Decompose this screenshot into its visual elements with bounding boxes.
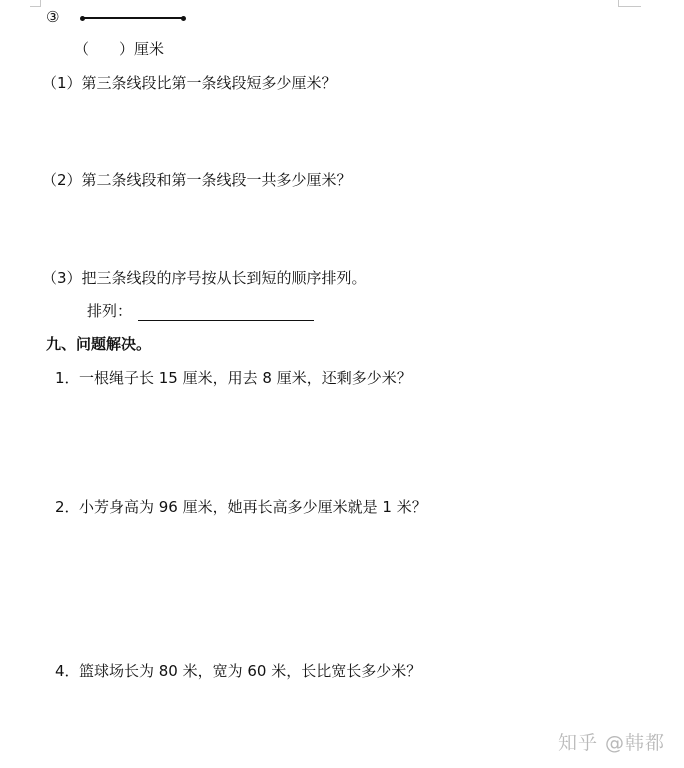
page-corner-mark-right [618, 0, 641, 7]
problem-4-number: 4． [55, 662, 80, 680]
arrange-label: 排列： [87, 302, 133, 320]
problem-1-text: 一根绳子长 15 厘米，用去 8 厘米，还剩多少米？ [79, 369, 412, 387]
problem-1-number: 1． [55, 369, 80, 387]
problem-2-number: 2． [55, 498, 80, 516]
page-corner-mark-left [30, 0, 41, 7]
line-segment-3 [82, 17, 184, 19]
segment-3-marker: ③ [46, 8, 60, 26]
segment-3-length-blank[interactable]: （ ）厘米 [74, 40, 165, 58]
subquestion-3: （3）把三条线段的序号按从长到短的顺序排列。 [42, 269, 367, 287]
section-9-heading: 九、问题解决。 [46, 335, 152, 353]
problem-4-text: 篮球场长为 80 米，宽为 60 米，长比宽长多少米？ [79, 662, 422, 680]
arrange-answer-line[interactable] [138, 320, 314, 321]
problem-2-text: 小芳身高为 96 厘米，她再长高多少厘米就是 1 米？ [79, 498, 427, 516]
subquestion-2: （2）第二条线段和第一条线段一共多少厘米？ [42, 171, 352, 189]
segment-3-end-point [181, 16, 186, 21]
zhihu-watermark: 知乎 @韩都 [558, 732, 666, 754]
subquestion-1: （1）第三条线段比第一条线段短多少厘米？ [42, 74, 337, 92]
segment-3-start-point [80, 16, 85, 21]
